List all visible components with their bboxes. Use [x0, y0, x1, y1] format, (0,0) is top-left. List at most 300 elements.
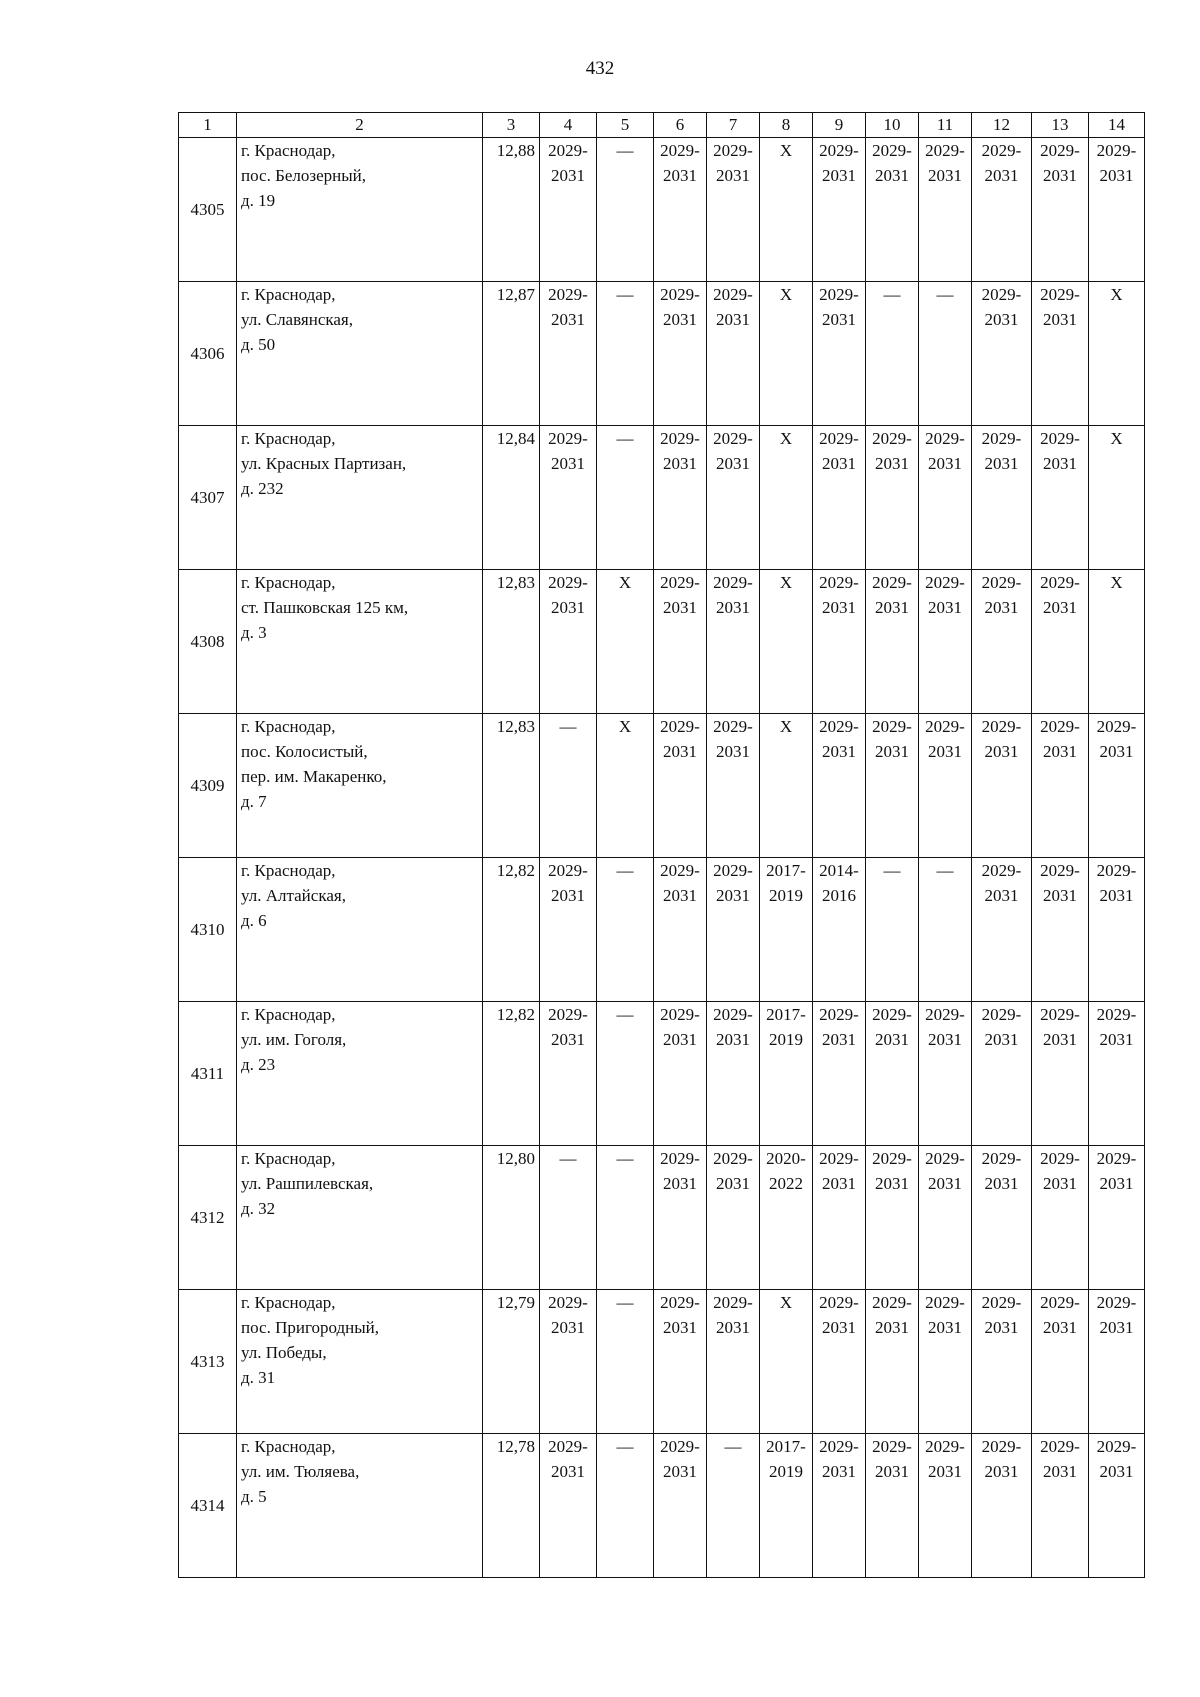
period-line: 2031 — [984, 166, 1019, 185]
period-cell-col-10 — [866, 1002, 919, 1146]
period-cell-col-4 — [540, 858, 597, 1002]
period-line: 2029- — [872, 1149, 912, 1168]
column-header-13: 13 — [1032, 113, 1089, 138]
period-cell-col-11 — [919, 1290, 972, 1434]
value-cell: 12,79 — [483, 1290, 540, 1434]
row-number: 4308 — [179, 570, 237, 714]
period-line: 2029- — [1096, 717, 1137, 736]
address-line: д. 7 — [241, 792, 267, 811]
period-line: 2029- — [819, 1293, 859, 1312]
period-cell-col-12 — [972, 1290, 1032, 1434]
period-cell-col-6 — [654, 282, 707, 426]
period-cell-col-6 — [654, 714, 707, 858]
period-line: — — [616, 1437, 634, 1456]
address-line: ул. Победы, — [241, 1343, 327, 1362]
period-cell-col-10 — [866, 1146, 919, 1290]
period-line: 2029- — [660, 141, 700, 160]
address-line: д. 32 — [241, 1199, 276, 1218]
period-line: 2031 — [663, 742, 697, 761]
period-line: 2031 — [1043, 598, 1077, 617]
period-line: 2031 — [1043, 454, 1077, 473]
period-line: 2029- — [548, 1293, 588, 1312]
table-row — [179, 138, 1145, 282]
table-row — [179, 1146, 1145, 1290]
period-cell-col-4 — [540, 1434, 597, 1578]
period-cell-col-13 — [1032, 282, 1089, 426]
period-line: 2031 — [551, 166, 585, 185]
period-cell-col-8 — [760, 570, 813, 714]
period-line: 2031 — [928, 1174, 962, 1193]
period-cell-col-5 — [597, 138, 654, 282]
period-cell-col-13 — [1032, 1290, 1089, 1434]
value-cell: 12,80 — [483, 1146, 540, 1290]
period-line: 2029- — [1040, 1437, 1080, 1456]
value-cell: 12,83 — [483, 714, 540, 858]
period-line: 2029- — [925, 1293, 965, 1312]
period-cell-col-14 — [1089, 426, 1145, 570]
period-line: 2031 — [551, 454, 585, 473]
address-line: пос. Колосистый, — [241, 742, 368, 761]
period-cell-col-13 — [1032, 138, 1089, 282]
period-cell-col-14 — [1089, 1146, 1145, 1290]
period-cell-col-5 — [597, 570, 654, 714]
period-cell-col-11 — [919, 1434, 972, 1578]
period-line: 2029- — [819, 1005, 859, 1024]
period-line: Х — [779, 717, 793, 736]
period-line: 2031 — [984, 886, 1019, 905]
period-cell-col-12 — [972, 1434, 1032, 1578]
period-line: 2031 — [1043, 1318, 1077, 1337]
period-line: 2029- — [1096, 861, 1137, 880]
row-number: 4307 — [179, 426, 237, 570]
period-cell-col-6 — [654, 1434, 707, 1578]
row-number: 4312 — [179, 1146, 237, 1290]
address-line: пос. Белозерный, — [241, 166, 366, 185]
period-cell-col-5 — [597, 1290, 654, 1434]
period-cell-col-13 — [1032, 1002, 1089, 1146]
period-line: — — [724, 1437, 742, 1456]
period-cell-col-14 — [1089, 570, 1145, 714]
period-cell-col-4 — [540, 1002, 597, 1146]
period-line: 2029- — [872, 429, 912, 448]
period-cell-col-6 — [654, 570, 707, 714]
address-line: д. 3 — [241, 623, 267, 642]
period-line: — — [616, 1005, 634, 1024]
period-cell-col-11 — [919, 858, 972, 1002]
period-line: 2031 — [875, 166, 909, 185]
period-line: 2031 — [875, 742, 909, 761]
period-line: — — [616, 141, 634, 160]
address-cell — [237, 714, 483, 858]
period-cell-col-4 — [540, 282, 597, 426]
column-header-4: 4 — [540, 113, 597, 138]
address-cell — [237, 1290, 483, 1434]
period-line: 2029- — [660, 717, 700, 736]
period-cell-col-12 — [972, 1002, 1032, 1146]
period-line: 2031 — [822, 1030, 856, 1049]
period-cell-col-5 — [597, 858, 654, 1002]
period-line: 2031 — [822, 454, 856, 473]
period-cell-col-4 — [540, 1146, 597, 1290]
period-line: 2031 — [663, 310, 697, 329]
period-cell-col-10 — [866, 570, 919, 714]
row-number: 4313 — [179, 1290, 237, 1434]
period-line: 2029- — [1040, 141, 1080, 160]
address-line: ул. им. Гоголя, — [241, 1030, 347, 1049]
period-cell-col-6 — [654, 858, 707, 1002]
period-line: — — [616, 861, 634, 880]
period-line: 2029- — [819, 1437, 859, 1456]
period-line: 2029- — [872, 1293, 912, 1312]
address-line: г. Краснодар, — [241, 285, 336, 304]
column-header-12: 12 — [972, 113, 1032, 138]
period-line: 2029- — [872, 1005, 912, 1024]
period-line: 2029- — [660, 1437, 700, 1456]
period-cell-col-13 — [1032, 858, 1089, 1002]
value-cell: 12,87 — [483, 282, 540, 426]
address-line: г. Краснодар, — [241, 141, 336, 160]
period-line: 2029- — [925, 1149, 965, 1168]
period-line: — — [936, 285, 954, 304]
value-cell: 12,83 — [483, 570, 540, 714]
period-line: 2029- — [925, 429, 965, 448]
period-cell-col-7 — [707, 1002, 760, 1146]
period-line: 2029- — [660, 1005, 700, 1024]
period-line: 2029- — [872, 1437, 912, 1456]
period-cell-col-9 — [813, 426, 866, 570]
period-cell-col-4 — [540, 570, 597, 714]
period-line: 2029- — [548, 429, 588, 448]
period-line: 2029- — [1040, 285, 1080, 304]
period-line: 2029- — [981, 1293, 1022, 1312]
address-line: ул. Алтайская, — [241, 886, 346, 905]
period-line: 2029- — [925, 573, 965, 592]
period-line: — — [883, 861, 901, 880]
column-header-7: 7 — [707, 113, 760, 138]
period-line: 2031 — [928, 454, 962, 473]
period-cell-col-13 — [1032, 570, 1089, 714]
period-line: 2031 — [1043, 310, 1077, 329]
registry-table — [178, 112, 1145, 1578]
period-cell-col-4 — [540, 714, 597, 858]
period-cell-col-7 — [707, 1146, 760, 1290]
period-cell-col-7 — [707, 858, 760, 1002]
period-line: 2031 — [822, 310, 856, 329]
period-line: 2029- — [981, 1149, 1022, 1168]
period-cell-col-11 — [919, 714, 972, 858]
period-line: 2029- — [819, 1149, 859, 1168]
address-line: д. 232 — [241, 479, 284, 498]
period-line: 2029- — [713, 717, 753, 736]
period-line: 2031 — [822, 742, 856, 761]
period-line: 2029- — [819, 141, 859, 160]
period-line: 2031 — [822, 166, 856, 185]
period-line: 2031 — [984, 454, 1019, 473]
period-cell-col-6 — [654, 1290, 707, 1434]
period-line: 2031 — [663, 598, 697, 617]
period-line: Х — [779, 1293, 793, 1312]
period-line: 2031 — [551, 1030, 585, 1049]
period-cell-col-11 — [919, 282, 972, 426]
period-cell-col-6 — [654, 1146, 707, 1290]
period-line: 2031 — [822, 1462, 856, 1481]
address-cell — [237, 570, 483, 714]
period-cell-col-10 — [866, 714, 919, 858]
period-line: 2031 — [663, 1174, 697, 1193]
period-line: 2029- — [819, 285, 859, 304]
table-header — [179, 113, 1145, 138]
period-line: 2017- — [766, 1437, 806, 1456]
address-line: ст. Пашковская 125 км, — [241, 598, 409, 617]
value-cell: 12,82 — [483, 1002, 540, 1146]
period-cell-col-7 — [707, 570, 760, 714]
period-cell-col-8 — [760, 1146, 813, 1290]
period-line: — — [559, 717, 577, 736]
period-cell-col-8 — [760, 282, 813, 426]
row-number: 4306 — [179, 282, 237, 426]
address-line: ул. Славянская, — [241, 310, 353, 329]
period-line: 2031 — [1043, 1462, 1077, 1481]
address-line: пос. Пригородный, — [241, 1318, 380, 1337]
period-line: 2019 — [769, 1030, 803, 1049]
period-line: 2029- — [548, 1437, 588, 1456]
value-cell: 12,82 — [483, 858, 540, 1002]
period-cell-col-10 — [866, 426, 919, 570]
period-line: 2031 — [875, 1318, 909, 1337]
column-header-9: 9 — [813, 113, 866, 138]
row-number: 4314 — [179, 1434, 237, 1578]
period-cell-col-8 — [760, 1434, 813, 1578]
period-line: 2029- — [981, 141, 1022, 160]
period-line: 2031 — [928, 1318, 962, 1337]
period-line: 2031 — [551, 598, 585, 617]
address-line: д. 5 — [241, 1487, 267, 1506]
period-line: 2029- — [872, 141, 912, 160]
period-cell-col-11 — [919, 1002, 972, 1146]
period-line: 2029- — [660, 861, 700, 880]
period-line: 2031 — [984, 598, 1019, 617]
value-cell: 12,84 — [483, 426, 540, 570]
period-line: 2031 — [551, 886, 585, 905]
period-line: 2014- — [819, 861, 859, 880]
period-cell-col-10 — [866, 282, 919, 426]
period-line: 2031 — [984, 1030, 1019, 1049]
period-cell-col-9 — [813, 1434, 866, 1578]
period-line: 2031 — [1099, 1174, 1134, 1193]
period-line: 2031 — [716, 1030, 750, 1049]
period-line: 2031 — [1099, 1462, 1134, 1481]
period-cell-col-12 — [972, 1146, 1032, 1290]
table-row — [179, 1002, 1145, 1146]
period-cell-col-13 — [1032, 714, 1089, 858]
address-cell — [237, 1146, 483, 1290]
period-line: 2029- — [1040, 573, 1080, 592]
period-cell-col-9 — [813, 138, 866, 282]
period-line: Х — [1110, 429, 1123, 448]
address-line: ул. Красных Партизан, — [241, 454, 407, 473]
period-cell-col-7 — [707, 1434, 760, 1578]
period-line: 2029- — [981, 285, 1022, 304]
period-cell-col-6 — [654, 1002, 707, 1146]
period-cell-col-13 — [1032, 1146, 1089, 1290]
period-line: 2031 — [1043, 1030, 1077, 1049]
period-line: 2031 — [822, 1174, 856, 1193]
period-line: — — [559, 1149, 577, 1168]
period-line: 2031 — [928, 742, 962, 761]
period-line: 2019 — [769, 1462, 803, 1481]
value-cell: 12,88 — [483, 138, 540, 282]
period-line: 2029- — [713, 1005, 753, 1024]
address-line: ул. им. Тюляева, — [241, 1462, 360, 1481]
period-cell-col-7 — [707, 426, 760, 570]
period-line: 2029- — [713, 861, 753, 880]
period-line: 2031 — [716, 310, 750, 329]
period-line: 2029- — [819, 573, 859, 592]
period-line: 2031 — [663, 1030, 697, 1049]
column-header-14: 14 — [1089, 113, 1145, 138]
period-line: 2029- — [981, 717, 1022, 736]
period-line: Х — [618, 573, 632, 592]
period-line: Х — [779, 429, 793, 448]
period-cell-col-6 — [654, 138, 707, 282]
period-line: 2031 — [928, 166, 962, 185]
period-line: Х — [779, 141, 793, 160]
period-line: 2029- — [925, 1005, 965, 1024]
period-cell-col-10 — [866, 858, 919, 1002]
address-cell — [237, 282, 483, 426]
period-cell-col-9 — [813, 1290, 866, 1434]
period-line: 2029- — [925, 141, 965, 160]
period-cell-col-12 — [972, 570, 1032, 714]
period-cell-col-14 — [1089, 714, 1145, 858]
period-line: 2031 — [875, 598, 909, 617]
period-line: 2029- — [660, 285, 700, 304]
period-cell-col-9 — [813, 570, 866, 714]
period-line: 2029- — [548, 861, 588, 880]
period-cell-col-13 — [1032, 426, 1089, 570]
period-cell-col-6 — [654, 426, 707, 570]
period-line: 2031 — [716, 1174, 750, 1193]
period-line: 2029- — [1096, 1437, 1137, 1456]
period-cell-col-8 — [760, 1290, 813, 1434]
period-line: 2029- — [872, 573, 912, 592]
period-cell-col-8 — [760, 858, 813, 1002]
period-line: 2029- — [548, 573, 588, 592]
period-cell-col-8 — [760, 426, 813, 570]
address-line: г. Краснодар, — [241, 573, 336, 592]
table-body — [179, 138, 1145, 1578]
period-line: 2031 — [984, 310, 1019, 329]
period-line: 2029- — [548, 1005, 588, 1024]
period-line: 2029- — [713, 429, 753, 448]
period-line: — — [616, 1149, 634, 1168]
period-cell-col-8 — [760, 1002, 813, 1146]
column-header-1: 1 — [179, 113, 237, 138]
period-cell-col-7 — [707, 714, 760, 858]
address-line: г. Краснодар, — [241, 1149, 336, 1168]
period-cell-col-10 — [866, 1290, 919, 1434]
column-header-11: 11 — [919, 113, 972, 138]
address-line: г. Краснодар, — [241, 1293, 336, 1312]
period-cell-col-12 — [972, 138, 1032, 282]
period-cell-col-5 — [597, 1146, 654, 1290]
period-cell-col-12 — [972, 426, 1032, 570]
period-line: 2029- — [1040, 717, 1080, 736]
address-line: д. 6 — [241, 911, 267, 930]
period-cell-col-14 — [1089, 1290, 1145, 1434]
period-line: 2031 — [551, 310, 585, 329]
period-line: 2031 — [716, 166, 750, 185]
period-cell-col-14 — [1089, 858, 1145, 1002]
period-line: 2031 — [822, 598, 856, 617]
table-row — [179, 570, 1145, 714]
period-cell-col-14 — [1089, 138, 1145, 282]
period-line: 2029- — [819, 429, 859, 448]
period-cell-col-4 — [540, 138, 597, 282]
period-cell-col-5 — [597, 714, 654, 858]
period-line: Х — [1110, 285, 1123, 304]
address-line: г. Краснодар, — [241, 861, 336, 880]
period-cell-col-9 — [813, 1002, 866, 1146]
period-cell-col-9 — [813, 714, 866, 858]
value-cell: 12,78 — [483, 1434, 540, 1578]
period-line: 2029- — [872, 717, 912, 736]
address-cell — [237, 426, 483, 570]
table-row — [179, 714, 1145, 858]
table-row — [179, 1434, 1145, 1578]
period-line: 2020- — [766, 1149, 806, 1168]
column-header-10: 10 — [866, 113, 919, 138]
period-line: 2031 — [1043, 166, 1077, 185]
period-cell-col-5 — [597, 1002, 654, 1146]
address-line: д. 19 — [241, 191, 276, 210]
address-line: г. Краснодар, — [241, 1437, 336, 1456]
period-cell-col-14 — [1089, 1002, 1145, 1146]
table-row — [179, 426, 1145, 570]
table-row — [179, 1290, 1145, 1434]
column-header-2: 2 — [237, 113, 483, 138]
period-cell-col-13 — [1032, 1434, 1089, 1578]
period-line: 2031 — [928, 598, 962, 617]
period-line: 2031 — [663, 454, 697, 473]
period-line: 2029- — [1040, 429, 1080, 448]
period-line: 2016 — [822, 886, 856, 905]
address-cell — [237, 1002, 483, 1146]
period-line: 2031 — [663, 1462, 697, 1481]
address-cell — [237, 138, 483, 282]
period-cell-col-8 — [760, 138, 813, 282]
period-line: 2029- — [981, 573, 1022, 592]
address-line: г. Краснодар, — [241, 717, 336, 736]
period-cell-col-11 — [919, 1146, 972, 1290]
address-line: г. Краснодар, — [241, 1005, 336, 1024]
period-line: 2031 — [716, 1318, 750, 1337]
period-line: 2031 — [716, 454, 750, 473]
period-line: 2031 — [1043, 742, 1077, 761]
period-line: 2029- — [1096, 1149, 1137, 1168]
period-line: — — [936, 861, 954, 880]
period-line: 2029- — [925, 1437, 965, 1456]
period-line: 2031 — [1099, 1318, 1134, 1337]
table-row — [179, 282, 1145, 426]
period-line: 2031 — [716, 598, 750, 617]
period-line: Х — [618, 717, 632, 736]
period-cell-col-5 — [597, 426, 654, 570]
period-line: 2029- — [981, 1005, 1022, 1024]
period-line: 2029- — [660, 573, 700, 592]
period-cell-col-7 — [707, 138, 760, 282]
period-line: 2031 — [822, 1318, 856, 1337]
